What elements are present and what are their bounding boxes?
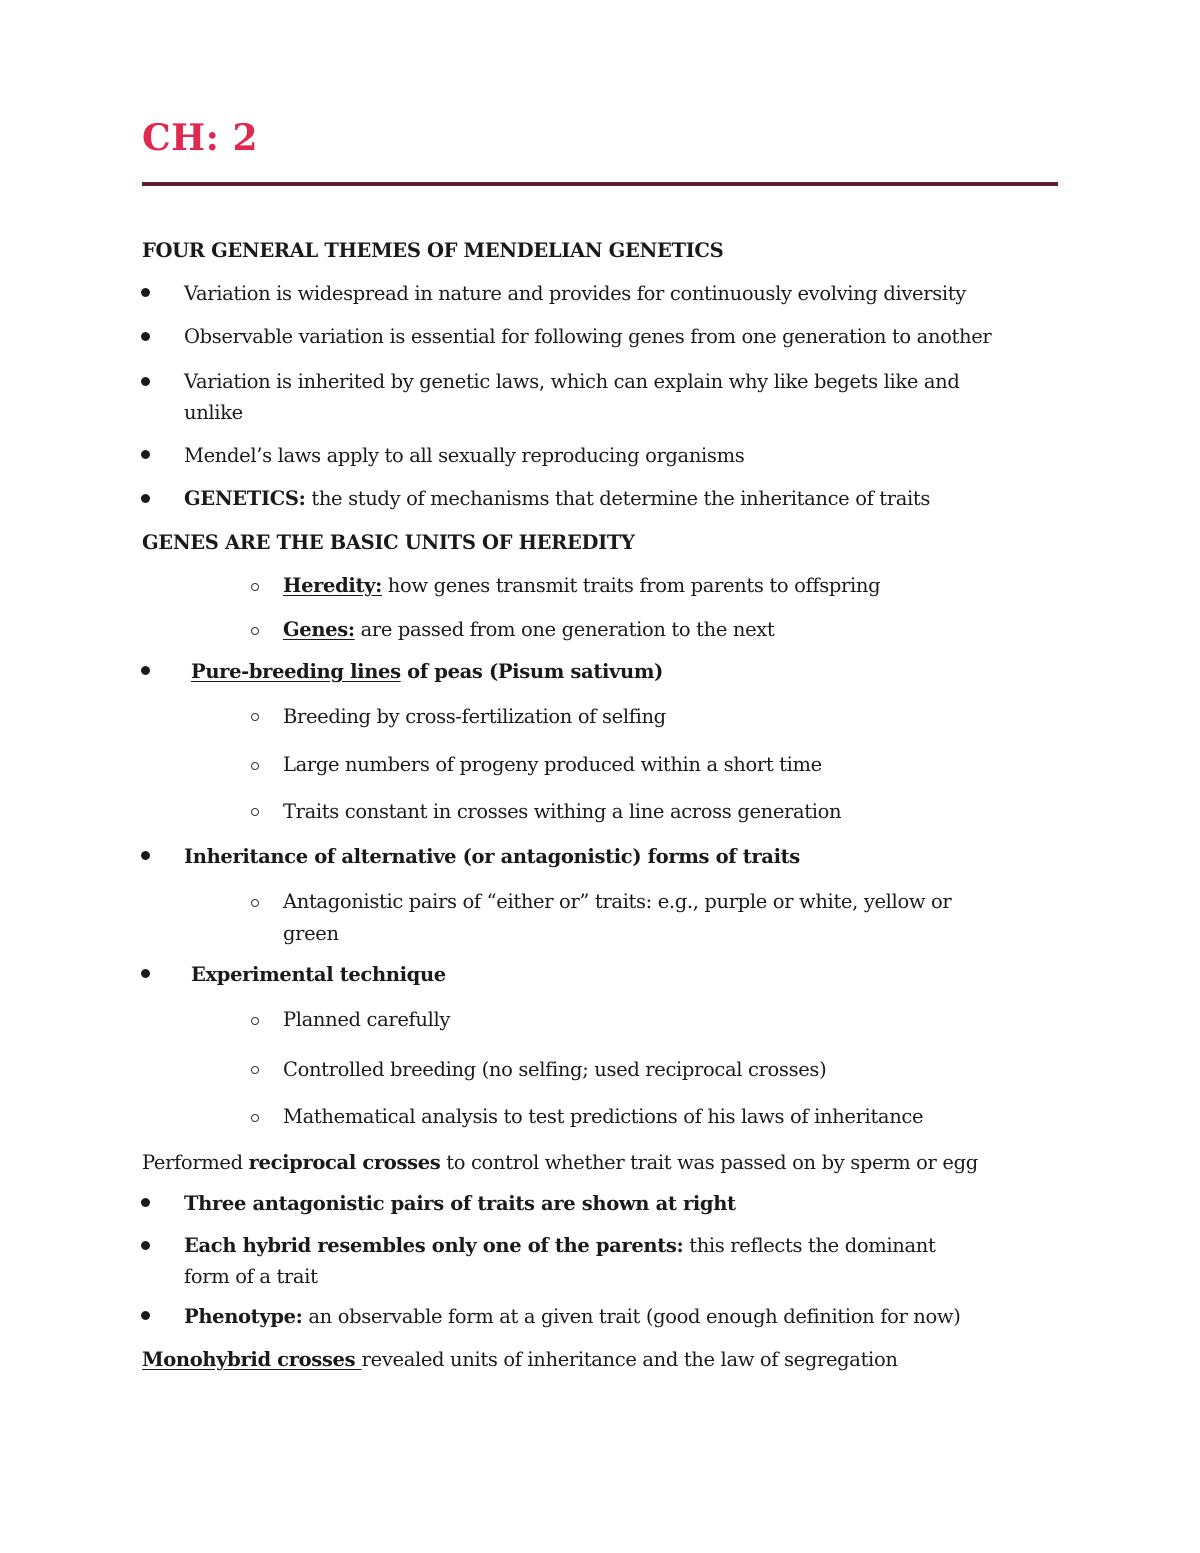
bullet-icon — [141, 666, 150, 675]
phenotype-term: Phenotype: — [184, 1305, 303, 1328]
heredity-term: Heredity: — [283, 574, 382, 597]
genetics-definition — [184, 484, 930, 514]
bullet-icon — [141, 332, 150, 341]
pure-breeding-heading — [191, 657, 663, 687]
experimental-heading: Experimental technique — [191, 963, 446, 986]
three-pairs-item: Three antagonistic pairs of traits are shown at right — [184, 1192, 736, 1215]
bullet-icon — [141, 851, 150, 860]
section-heading-themes: FOUR GENERAL THEMES OF MENDELIAN GENETICS — [142, 239, 724, 262]
genes-definition — [283, 615, 774, 645]
phenotype-item — [184, 1302, 961, 1332]
genes-def: are passed from one generation to the next — [354, 618, 775, 641]
circle-bullet-icon — [251, 627, 259, 635]
hybrid-item-continued: form of a trait — [184, 1265, 318, 1288]
heredity-definition — [283, 571, 880, 601]
experimental-item: Planned carefully — [283, 1008, 451, 1031]
pure-breeding-item: Traits constant in crosses withing a line across generation — [283, 800, 842, 823]
hybrid-def: this reflects the dominant — [683, 1234, 936, 1257]
hybrid-term: Each hybrid resembles only one of the parents: — [184, 1234, 684, 1257]
title-rule — [142, 182, 1058, 186]
theme-item: Observable variation is essential for following genes from one generation to another — [184, 325, 992, 348]
circle-bullet-icon — [251, 1066, 259, 1074]
circle-bullet-icon — [251, 1017, 259, 1025]
pure-breeding-item: Breeding by cross-fertilization of selfing — [283, 705, 666, 728]
genetics-def: the study of mechanisms that determine the inheritance of traits — [305, 487, 931, 510]
genes-term: Genes: — [283, 618, 355, 641]
genetics-term: GENETICS: — [184, 487, 306, 510]
theme-item: Variation is widespread in nature and provides for continuously evolving diversity — [184, 282, 966, 305]
performed-post: to control whether trait was passed on by sperm or egg — [440, 1151, 978, 1174]
antagonistic-item-continued: green — [283, 922, 339, 945]
theme-item-continued: unlike — [184, 401, 243, 424]
hybrid-item — [184, 1231, 935, 1261]
section-heading-genes: GENES ARE THE BASIC UNITS OF HEREDITY — [142, 531, 635, 554]
bullet-icon — [141, 1241, 150, 1250]
inheritance-heading: Inheritance of alternative (or antagonistic) forms of traits — [184, 845, 800, 868]
performed-term: reciprocal crosses — [248, 1151, 441, 1174]
circle-bullet-icon — [251, 762, 259, 770]
page-title: CH: 2 — [142, 117, 259, 159]
bullet-icon — [141, 377, 150, 386]
circle-bullet-icon — [251, 1114, 259, 1122]
heredity-def: how genes transmit traits from parents to offspring — [381, 574, 881, 597]
circle-bullet-icon — [251, 899, 259, 907]
circle-bullet-icon — [251, 583, 259, 591]
experimental-item: Controlled breeding (no selfing; used reciprocal crosses) — [283, 1058, 827, 1081]
bullet-icon — [141, 288, 150, 297]
bullet-icon — [141, 1198, 150, 1207]
bullet-icon — [141, 1311, 150, 1320]
phenotype-def: an observable form at a given trait (good enough definition for now) — [302, 1305, 961, 1328]
pure-breeding-item: Large numbers of progeny produced within a short time — [283, 753, 822, 776]
pure-breeding-term: Pure-breeding lines — [191, 660, 401, 683]
performed-paragraph — [142, 1148, 978, 1178]
bullet-icon — [141, 494, 150, 503]
pure-breeding-rest: of peas (Pisum sativum) — [400, 660, 664, 683]
performed-pre: Performed — [142, 1151, 249, 1174]
bullet-icon — [141, 969, 150, 978]
circle-bullet-icon — [251, 713, 259, 721]
antagonistic-item: Antagonistic pairs of “either or” traits: e.g., purple or white, yellow or — [283, 890, 952, 913]
bullet-icon — [141, 450, 150, 459]
theme-item: Mendel’s laws apply to all sexually reproducing organisms — [184, 444, 745, 467]
monohybrid-term: Monohybrid crosses — [142, 1348, 362, 1371]
theme-item: Variation is inherited by genetic laws, which can explain why like begets like and — [184, 370, 960, 393]
circle-bullet-icon — [251, 808, 259, 816]
monohybrid-rest: revealed units of inheritance and the law of segregation — [361, 1348, 898, 1371]
experimental-item: Mathematical analysis to test predictions of his laws of inheritance — [283, 1105, 924, 1128]
monohybrid-paragraph — [142, 1345, 898, 1375]
